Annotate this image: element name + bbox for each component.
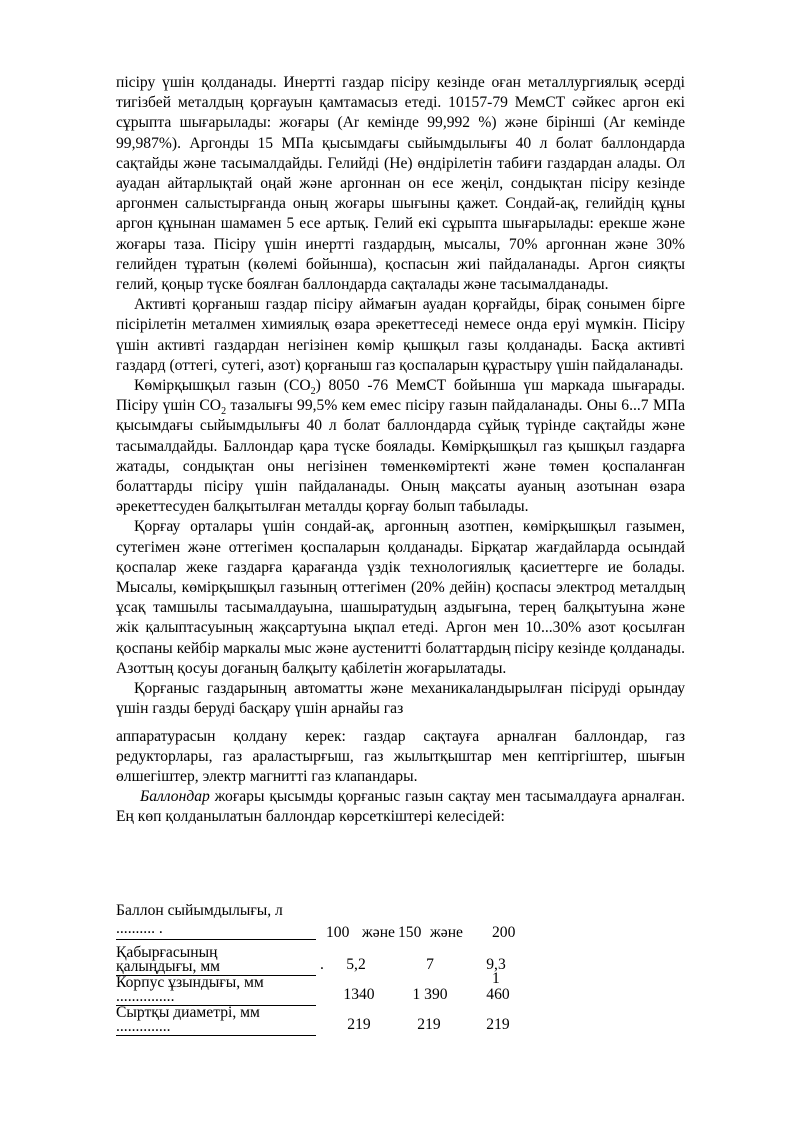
cell-value: 219 xyxy=(486,1016,510,1033)
cell-connector: және xyxy=(430,924,463,941)
cylinder-specs-table xyxy=(116,902,536,1038)
row-label: Қабырғасының қалыңдығы, мм xyxy=(116,946,316,976)
row-marker: . xyxy=(320,956,324,973)
co2-text-b: ) 8050 -76 МемСТ бойынша үш маркада шығарады. Пісіру үшін xyxy=(116,377,685,415)
document-body xyxy=(116,73,685,828)
cell-value: 100 xyxy=(326,924,350,941)
co2-formula: $CO_2$ xyxy=(199,397,227,418)
co2-formula: $CO_2$ xyxy=(288,377,316,398)
co2-text-a: Көмірқышқыл газын ( xyxy=(134,377,289,395)
cell-value: 200 xyxy=(492,924,516,941)
cell-value: 460 xyxy=(486,986,510,1003)
paragraph-equipment-intro: Қорғаныс газдарының автоматты және механикаландырылған пісіруді орындау үшін газды беруді басқару үшін арнайы газ xyxy=(116,680,685,718)
cell-value: 5,2 xyxy=(346,956,366,973)
cylinders-description: жоғары қысымды қорғаныс газын сақтау мен тасымалдауға арналған. Ең көп қолданылатын баллондар көрсеткіштері келесідей: xyxy=(116,788,685,826)
co2-text-c: тазалығы 99,5% кем емес пісіру газын пайдаланады. Оны 6...7 МПа қысымдағы сыйымдылығы 40 л болат баллондарда сұйық түрінде сақтайды және тасымалдайды. Баллондар қара түске боялады. Көмірқышқыл газ қышқыл газдарға жатады, сондықтан оны негізінен төменкөміртекті және төмен қоспаланған болаттарды пісіру үшін пайдаланады. Оның мақсаты ауаның азотынан өзара әрекеттесуден балқытылған металды қорғау болып табылады. xyxy=(116,397,685,516)
cell-value: 9,3 xyxy=(486,956,506,973)
table-row xyxy=(116,1006,536,1038)
paragraph-argon-helium: пісіру үшін қолданады. Инертті газдар пісіру кезінде оған металлургиялық әсерді тигізбей металдың қорғауын қамтамасыз етеді. 10157-79 МемСТ сәйкес аргон екі сұрыпта шығарылады: жоғары (Ar кемінде 99,992 %) және бірінші (Ar кемінде 99,987%). Аргонды 15 МПа қысымдағы сыйымдылығы 40 л болат баллондарда сақтайды және тасымалдайды. Гелийді (Не) өндірілетін табиғи газдардан алады. Ол ауадан айтарлықтай оңай және аргоннан он есе жеңіл, сондықтан пісіру кезінде аргонмен салыстырғанда оның жоғары шығыны қажет. Сондай-ақ, гелийдің құны аргон құнынан шамамен 5 есе артық. Гелий екі сұрыпта шығарылады: ерекше және жоғары таза. Пісіру үшін инертті газдардың, мысалы, 70% аргоннан және 30% гелийден тұратын (көлемі бойынша), қоспасын жиі пайдаланады. Аргон сияқты гелий, қоңыр түске боялған баллондарда сақталады және тасымалданады. xyxy=(116,74,685,294)
cell-value: 7 xyxy=(426,956,434,973)
cell-value: 219 xyxy=(347,1016,371,1033)
table-row xyxy=(116,970,536,1006)
paragraph-co2 xyxy=(116,376,685,517)
row-label: Корпус ұзындығы, мм ............... xyxy=(116,976,316,1006)
paragraph-equipment-list: аппаратурасын қолдану керек: газдар сақтауға арналған баллондар, газ редукторлары, газ араластырғыш, газ жылытқыштар мен кептіргіштер, шығын өлшегіштер, электр магнитті газ клапандары. xyxy=(116,727,685,785)
row-label: Сыртқы диаметрі, мм .............. xyxy=(116,1006,316,1036)
cell-value: 1340 xyxy=(343,986,375,1003)
table-row xyxy=(116,946,536,976)
paragraph-active-gases: Активті қорғаныш газдар пісіру аймағын ауадан қорғайды, бірақ сонымен бірге пісірілетін металмен химиялық өзара әрекеттеседі немесе онда еруі мүмкін. Пісіру үшін активті газдардан негізінен көмір қышқыл газы қолданады. Басқа активті газдард (оттегі, сутегі, азот) қорғаныш газ қоспаларын құрастыру үшін пайдаланады. xyxy=(116,296,685,374)
cell-value: 150 xyxy=(398,924,422,941)
cylinders-term: Баллондар xyxy=(140,788,210,806)
cell-value: 1 390 xyxy=(412,986,448,1003)
cell-value: 219 xyxy=(417,1016,441,1033)
row-label: Баллон сыйымдылығы, л .......... . xyxy=(116,902,316,940)
cell-value-prefix: 1 xyxy=(492,970,500,987)
table-row xyxy=(116,902,536,946)
paragraph-cylinders xyxy=(116,787,685,827)
cell-connector: және xyxy=(362,924,395,941)
paragraph-mixtures: Қорғау орталары үшін сондай-ақ, аргонның азотпен, көмірқышқыл газымен, сутегімен және оттегімен қоспаларын қолданады. Бірқатар жағдайларда осындай қоспалар жеке газдарға қарағанда үздік технологиялық қасиеттерге ие болады. Мысалы, көмірқышқыл газының оттегімен (20% дейін) қоспасы электрод металдың ұсақ тамшылы тасымалдауына, шашыратудың аздығына, терең балқытуына және жік қалыптасуының жақсартуына ықпал етеді. Аргон мен 10...30% азот қосылған қоспаны кейбір маркалы мыс және аустенитті болаттардың пісіру кезінде қолданады. Азоттың қосуы доғаның балқыту қабілетін жоғарылатады. xyxy=(116,518,685,677)
